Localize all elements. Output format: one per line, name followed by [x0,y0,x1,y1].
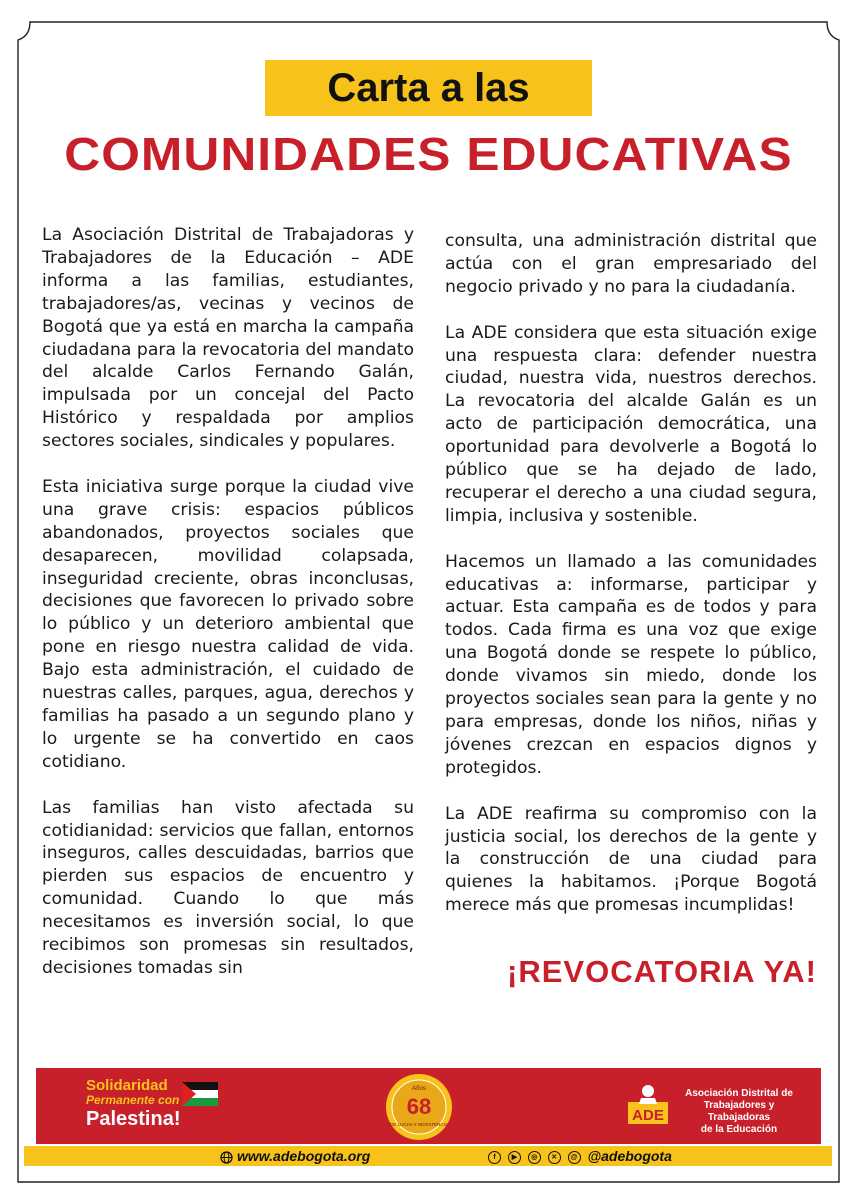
website-text: www.adebogota.org [237,1148,371,1164]
youtube-icon[interactable]: ▶ [508,1151,521,1164]
palestine-line-1: Solidaridad [86,1077,168,1094]
paragraph: La Asociación Distrital de Trabajadoras y Trabajadores de la Educación – ADE informa a las familias, estudiantes, trabajadores/as, vecinas y vecinos de Bogotá que ya está en marcha la campaña ciudadana para la revocatoria del mandato del alcalde Carlos Fernando Galán, impulsada por un concejal del Pacto Histórico y respaldada por amplios sectores sociales, sindicales y populares. [42,225,414,452]
footer-contact-bar [24,1146,832,1166]
left-column [42,224,414,1003]
footer-banner [36,1068,821,1144]
palestine-flag-icon [182,1082,218,1106]
instagram-icon[interactable]: ◎ [528,1151,541,1164]
badge-motto: DE LUCHA Y RESISTENCIA [390,1122,448,1127]
ade-name [674,1088,804,1136]
website[interactable] [220,1146,370,1166]
title-top: Carta a las [265,60,592,116]
paragraph: La ADE reafirma su compromiso con la justicia social, los derechos de la gente y la construcción de una ciudad para quienes la habitamos. ¡Porque Bogotá merece más que promesas incumplidas! [445,803,817,916]
social-links [488,1146,672,1166]
paragraph: La ADE considera que esta situación exige una respuesta clara: defender nuestra ciudad, nuestra vida, nuestros derechos. La revocatoria del alcalde Galán es un acto de participación democrática, una oportunidad para devolverle a Bogotá lo público que se ha dejado de lado, recuperar el derecho a una ciudad segura, limpia, inclusiva y sostenible. [445,322,817,526]
paragraph: Las familias han visto afectada su cotidianidad: servicios que fallan, entornos inseguros, calles descuidadas, barrios que pierden sus espacios de encuentro y comunidad. Cuando lo que más necesitamos es inversión social, lo que recibimos son promesas sin resultados, decisiones tomadas sin [42,797,414,978]
globe-icon [220,1151,233,1164]
palestine-line-2: Permanente con [86,1093,180,1107]
ade-logo-text: ADE [632,1107,664,1124]
palestine-line-3: Palestina! [86,1108,181,1130]
badge-number: 68 [406,1094,432,1119]
threads-icon[interactable]: @ [568,1151,581,1164]
right-column [445,230,817,940]
paragraph: Hacemos un llamado a las comunidades educativas a: informarse, participar y actuar. Esta campaña es de todos y para todos. Cada firma es una voz que exige una Bogotá donde se respete lo público, donde vivamos sin miedo, donde los proyectos sociales sean para la gente y no para empresas, donde los niños, niñas y jóvenes crezcan en espacios dignos y protegidos. [445,551,817,778]
paragraph: consulta, una administración distrital que actúa con el gran empresariado del negocio privado y no para la ciudadanía. [445,231,817,297]
ade-name-line-2: Trabajadores y Trabajadoras [703,1100,775,1123]
ade-logo-icon [624,1082,672,1130]
ade-name-line-1: Asociación Distrital de [685,1088,793,1099]
paragraph: Esta iniciativa surge porque la ciudad vive una grave crisis: espacios públicos abandonados, proyectos sociales que desaparecen, movilidad colapsada, inseguridad creciente, obras inconclusas, decisiones que favorecen lo privado sobre lo público y un deterioro ambiental que pone en riesgo nuestra calidad de vida. Bajo esta administración, el cuidado de nuestras calles, parques, agua, derechos y familias ha pasado a un segundo plano y lo urgente se ha convertido en caos cotidiano. [42,476,414,772]
social-handle[interactable]: @adebogota [587,1148,672,1164]
ade-name-line-3: de la Educación [700,1124,778,1135]
x-icon[interactable]: ✕ [548,1151,561,1164]
facebook-icon[interactable]: f [488,1151,501,1164]
title-main: COMUNIDADES EDUCATIVAS [64,128,793,180]
anniversary-badge [384,1072,454,1142]
badge-small: Años [412,1086,426,1092]
slogan: ¡REVOCATORIA YA! [507,954,817,989]
